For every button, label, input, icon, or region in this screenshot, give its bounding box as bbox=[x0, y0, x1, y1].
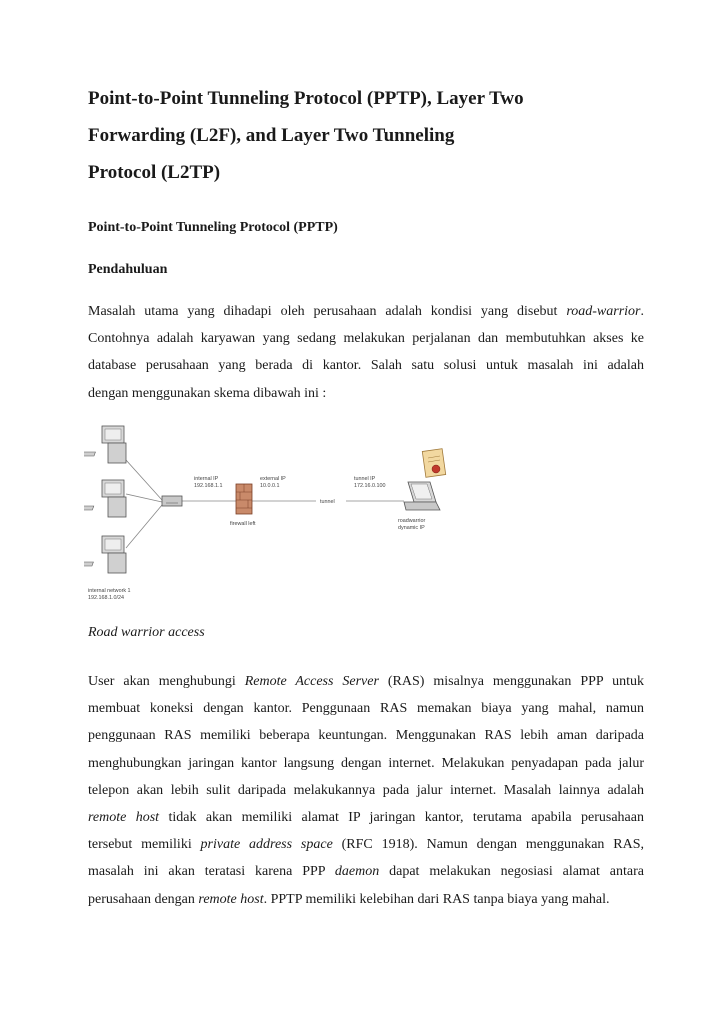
paragraph-line bbox=[88, 298, 644, 325]
text-run: Masalah utama yang dihadapi oleh perusahaan adalah kondisi yang disebut bbox=[88, 304, 567, 319]
paragraph-line: menghubungkan jaringan kantor langsung dengan internet. Melakukan penyadapan pada jalur bbox=[88, 755, 644, 771]
internal-network-value: 192.168.1.0/24 bbox=[88, 595, 124, 601]
laptop-icon bbox=[404, 482, 440, 510]
paragraph-line bbox=[88, 668, 644, 695]
external-ip-value: 10.0.0.1 bbox=[260, 483, 280, 489]
text-run: . bbox=[640, 304, 644, 319]
tunnel-ip-label: tunnel IP bbox=[354, 476, 376, 482]
link-line bbox=[126, 460, 162, 500]
paragraph-line: Contohnya adalah karyawan yang sedang melakukan perjalanan dan membutuhkan akses ke bbox=[88, 331, 644, 347]
italic-term: Remote Access Server bbox=[244, 674, 379, 689]
dynamic-ip-label: dynamic IP bbox=[398, 525, 425, 531]
figure-caption: Road warrior access bbox=[88, 625, 205, 640]
text-run: (RAS) misalnya menggunakan PPP untuk bbox=[378, 674, 645, 689]
paragraph-line: penggunaan RAS memiliki beberapa keuntungan. Menggunakan RAS lebih aman daripada bbox=[88, 728, 644, 744]
section-heading: Point-to-Point Tunneling Protocol (PPTP) bbox=[88, 220, 338, 235]
title-line: Protocol (L2TP) bbox=[88, 162, 221, 183]
text-run: masalah ini akan teratasi karena PPP bbox=[88, 864, 335, 880]
document-title bbox=[88, 80, 648, 191]
paragraph-line bbox=[88, 804, 644, 831]
paragraph-line: telepon akan lebih sulit daripada melakukannya pada jalur internet. Masalah lainnya adalah bbox=[88, 782, 644, 798]
subsection-heading: Pendahuluan bbox=[88, 262, 168, 277]
italic-term: road-warrior bbox=[566, 304, 641, 319]
link-line bbox=[126, 505, 162, 548]
paragraph-line: membuat koneksi dengan kantor. Penggunaan RAS memakan biaya yang mahal, namun bbox=[88, 701, 644, 717]
text-run: User akan menghubungi bbox=[88, 674, 245, 689]
text-run: . PPTP memiliki kelebihan dari RAS tanpa biaya yang mahal. bbox=[263, 891, 610, 907]
network-diagram bbox=[84, 412, 464, 612]
body-paragraph bbox=[88, 668, 644, 913]
internal-network-label: internal network 1 bbox=[88, 588, 131, 594]
link-line bbox=[126, 494, 162, 502]
paragraph-line bbox=[88, 858, 644, 885]
firewall-icon bbox=[236, 484, 252, 514]
text-run: (RFC 1918). Namun dengan menggunakan RAS, bbox=[332, 837, 644, 853]
text-run: tidak akan memiliki alamat IP jaringan kantor, terutama apabila perusahaan bbox=[159, 809, 644, 825]
text-run: dapat melakukan negosiasi alamat antara bbox=[379, 864, 644, 880]
paragraph-line: database perusahaan yang berada di kantor. Salah satu solusi untuk masalah ini adalah bbox=[88, 358, 644, 374]
tunnel-label: tunnel bbox=[320, 499, 335, 505]
switch-icon bbox=[162, 496, 182, 506]
italic-term: private address space bbox=[200, 837, 333, 853]
text-run: tersebut memiliki bbox=[88, 837, 201, 853]
external-ip-label: external IP bbox=[260, 476, 286, 482]
paragraph-line bbox=[88, 831, 644, 858]
paragraph-line bbox=[88, 886, 644, 913]
title-line: Forwarding (L2F), and Layer Two Tunneling bbox=[88, 125, 455, 146]
computer-icon bbox=[84, 480, 126, 517]
italic-term: daemon bbox=[334, 864, 380, 880]
computer-icon bbox=[84, 536, 126, 573]
computer-icon bbox=[84, 426, 126, 463]
internal-ip-label: internal IP bbox=[194, 476, 219, 482]
intro-paragraph bbox=[88, 298, 644, 407]
paragraph-line: dengan menggunakan skema dibawah ini : bbox=[88, 385, 327, 401]
firewall-label: firewall left bbox=[230, 521, 256, 527]
roadwarrior-label: roadwarrior bbox=[398, 518, 426, 524]
text-run: perusahaan dengan bbox=[88, 891, 199, 907]
tunnel-ip-value: 172.16.0.100 bbox=[354, 483, 386, 489]
title-line: Point-to-Point Tunneling Protocol (PPTP), Layer Two bbox=[88, 88, 524, 109]
italic-term: remote host bbox=[198, 891, 264, 907]
italic-term: remote host bbox=[88, 809, 160, 825]
internal-ip-value: 192.168.1.1 bbox=[194, 483, 223, 489]
certificate-icon bbox=[422, 449, 445, 478]
